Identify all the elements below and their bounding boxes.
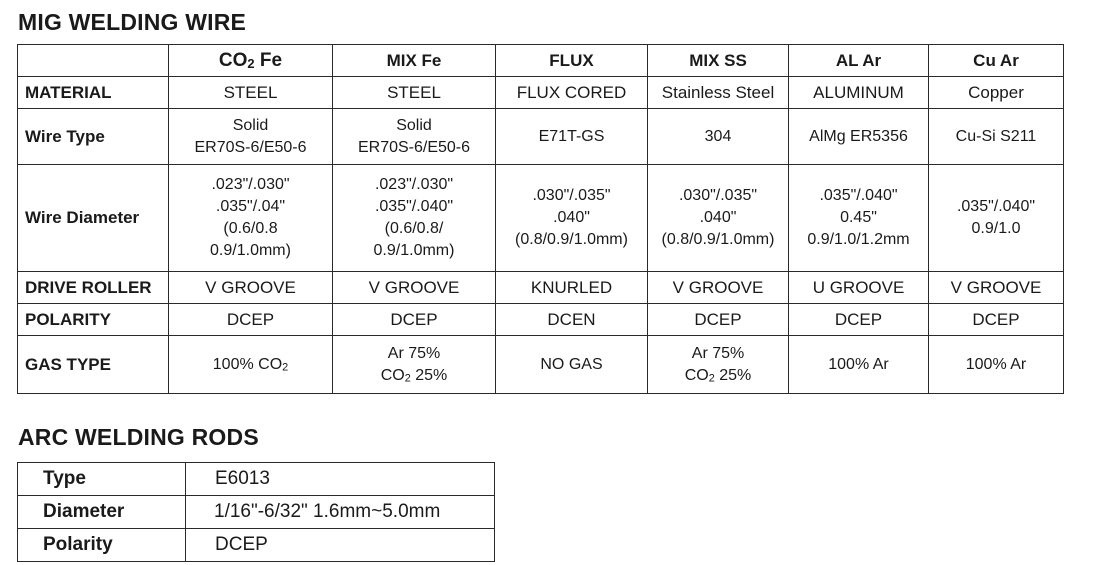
cell-gas-type: NO GAS xyxy=(496,336,648,394)
col-header-al-ar: AL Ar xyxy=(789,45,929,77)
cell-wire-type: Solid ER70S-6/E50-6 xyxy=(333,109,496,165)
cell-wire-type: 304 xyxy=(648,109,789,165)
arc-label-diameter: Diameter xyxy=(18,496,186,529)
arc-section-title: ARC WELDING RODS xyxy=(18,424,259,450)
cell-material: Stainless Steel xyxy=(648,77,789,109)
cell-gas-type: 100% Ar xyxy=(789,336,929,394)
header-corner xyxy=(18,45,169,77)
mig-wire-table xyxy=(17,44,1064,394)
cell-wire-type: AlMg ER5356 xyxy=(789,109,929,165)
row-label-wire-diameter: Wire Diameter xyxy=(18,165,169,272)
cell-wire-type: Cu-Si S211 xyxy=(929,109,1064,165)
cell-polarity: DCEP xyxy=(648,304,789,336)
row-wire-type xyxy=(18,109,1064,165)
cell-drive-roller: V GROOVE xyxy=(648,272,789,304)
cell-material: STEEL xyxy=(169,77,333,109)
row-material xyxy=(18,77,1064,109)
cell-polarity: DCEP xyxy=(929,304,1064,336)
cell-drive-roller: V GROOVE xyxy=(169,272,333,304)
row-label-wire-type: Wire Type xyxy=(18,109,169,165)
cell-wire-diameter: .035"/.040" 0.9/1.0 xyxy=(929,165,1064,272)
cell-polarity: DCEN xyxy=(496,304,648,336)
arc-label-type: Type xyxy=(18,463,186,496)
arc-row-diameter xyxy=(18,496,495,529)
arc-value-type: E6013 xyxy=(186,463,495,496)
cell-wire-diameter: .023"/.030" .035"/.040" (0.6/0.8/ 0.9/1.0mm) xyxy=(333,165,496,272)
cell-gas-type: Ar 75% $CO_2$ 25% xyxy=(648,336,789,394)
cell-material: STEEL xyxy=(333,77,496,109)
arc-rods-table xyxy=(17,462,495,562)
cell-material: Copper xyxy=(929,77,1064,109)
col-header-co2-fe: $CO_2$ Fe xyxy=(169,45,333,77)
row-gas-type xyxy=(18,336,1064,394)
cell-gas-type: 100% Ar xyxy=(929,336,1064,394)
cell-wire-type: Solid ER70S-6/E50-6 xyxy=(169,109,333,165)
mig-section-title: MIG WELDING WIRE xyxy=(18,9,247,35)
col-header-mix-ss: MIX SS xyxy=(648,45,789,77)
cell-gas-type: Ar 75% $CO_2$ 25% xyxy=(333,336,496,394)
row-drive-roller xyxy=(18,272,1064,304)
col-header-cu-ar: Cu Ar xyxy=(929,45,1064,77)
row-label-material: MATERIAL xyxy=(18,77,169,109)
cell-drive-roller: U GROOVE xyxy=(789,272,929,304)
row-label-drive-roller: DRIVE ROLLER xyxy=(18,272,169,304)
cell-wire-diameter: .035"/.040" 0.45" 0.9/1.0/1.2mm xyxy=(789,165,929,272)
col-header-flux: FLUX xyxy=(496,45,648,77)
arc-label-polarity: Polarity xyxy=(18,529,186,562)
cell-material: ALUMINUM xyxy=(789,77,929,109)
cell-wire-diameter: .030"/.035" .040" (0.8/0.9/1.0mm) xyxy=(496,165,648,272)
cell-polarity: DCEP xyxy=(333,304,496,336)
cell-wire-diameter: .023"/.030" .035"/.04" (0.6/0.8 0.9/1.0mm) xyxy=(169,165,333,272)
cell-polarity: DCEP xyxy=(789,304,929,336)
row-polarity xyxy=(18,304,1064,336)
row-label-polarity: POLARITY xyxy=(18,304,169,336)
cell-drive-roller: V GROOVE xyxy=(333,272,496,304)
mig-header-row xyxy=(18,45,1064,77)
cell-drive-roller: KNURLED xyxy=(496,272,648,304)
arc-row-type xyxy=(18,463,495,496)
arc-value-polarity: DCEP xyxy=(186,529,495,562)
cell-drive-roller: V GROOVE xyxy=(929,272,1064,304)
row-label-gas-type: GAS TYPE xyxy=(18,336,169,394)
cell-polarity: DCEP xyxy=(169,304,333,336)
arc-value-diameter: 1/16"-6/32" 1.6mm~5.0mm xyxy=(186,496,495,529)
cell-wire-diameter: .030"/.035" .040" (0.8/0.9/1.0mm) xyxy=(648,165,789,272)
row-wire-diameter xyxy=(18,165,1064,272)
cell-wire-type: E71T-GS xyxy=(496,109,648,165)
cell-material: FLUX CORED xyxy=(496,77,648,109)
col-header-mix-fe: MIX Fe xyxy=(333,45,496,77)
cell-gas-type: 100% $CO_2$ xyxy=(169,336,333,394)
arc-row-polarity xyxy=(18,529,495,562)
